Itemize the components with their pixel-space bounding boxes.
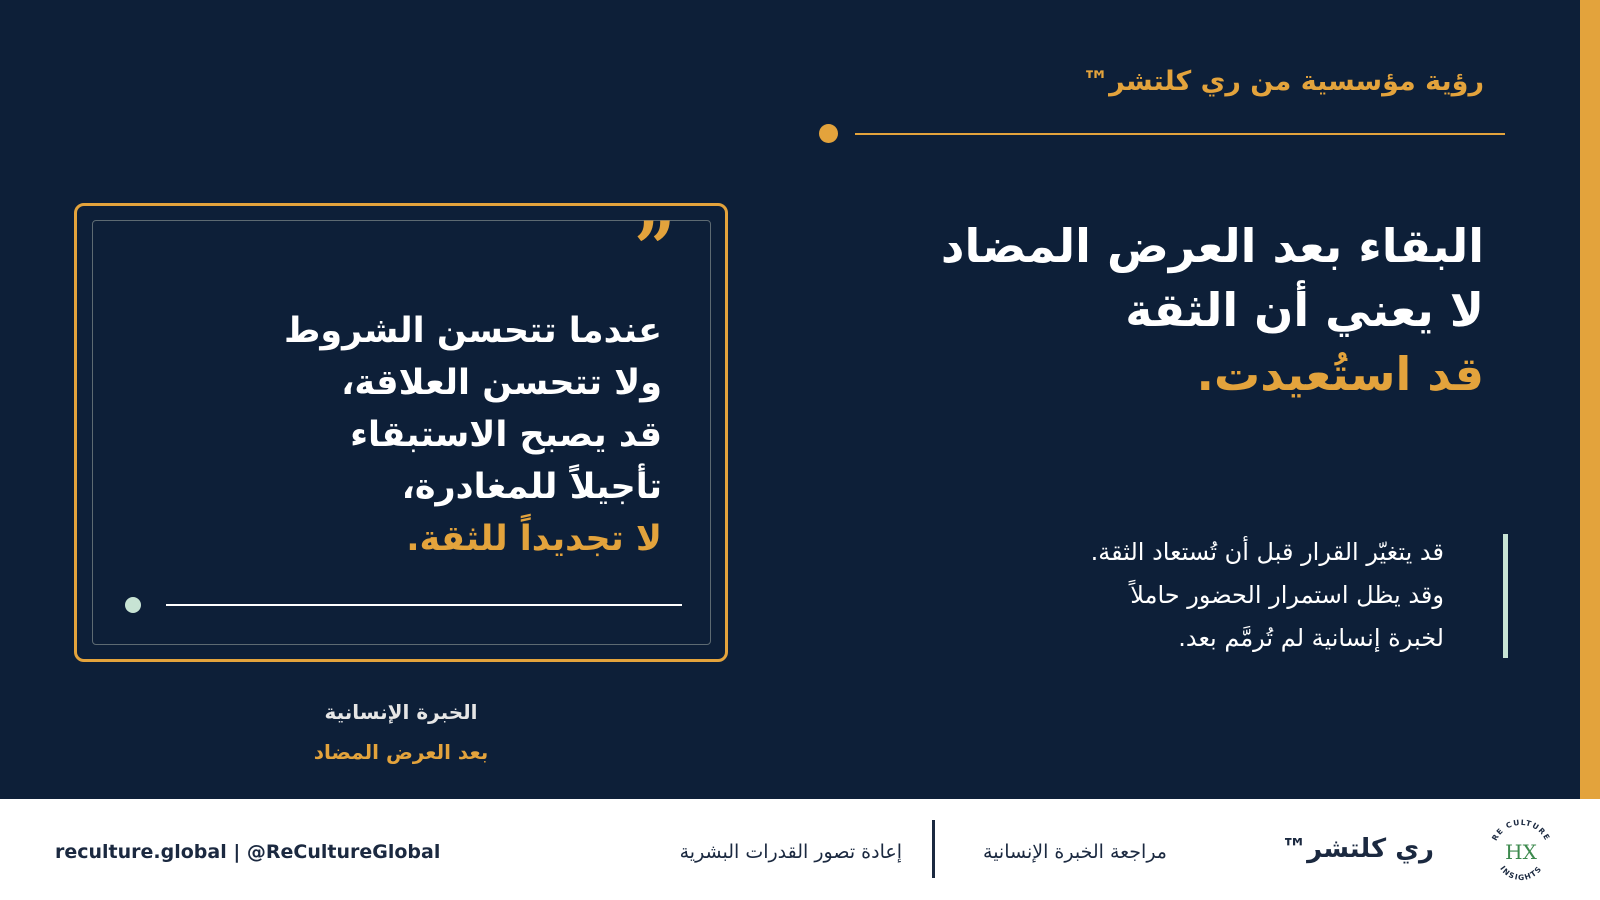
logo-letters: HX [1505,840,1537,864]
svg-text:RE CULTURE [1490,818,1552,842]
quote-line-3: قد يصبح الاستبقاء [350,415,662,455]
quote-divider [166,604,682,606]
eyebrow-divider [855,133,1505,135]
quote-line-4: تأجيلاً للمغادرة، [401,467,662,507]
footer-tagline-review: مراجعة الخبرة الإنسانية [983,841,1167,863]
caption-line-1: الخبرة الإنسانية [324,700,478,724]
body-paragraph [844,531,1444,660]
body-line-1: قد يتغيّر القرار قبل أن تُستعاد الثقة. [1090,538,1444,566]
body-accent-bar [1503,534,1508,658]
quote-line-2: ولا تتحسن العلاقة، [341,363,662,403]
headline [784,214,1484,406]
caption-line-2: بعد العرض المضاد [313,740,489,764]
footer [0,799,1600,900]
headline-line-1: البقاء بعد العرض المضاد [940,219,1484,273]
eyebrow-text: رؤية مؤسسية من ري كلتشر™ [1082,66,1484,97]
reculture-insights-logo-icon [1486,817,1556,887]
footer-separator [932,820,935,878]
quote-dot [125,597,141,613]
body-line-2: وقد يظل استمرار الحضور حاملاً [1130,581,1444,609]
quote-text [122,305,662,565]
svg-text:INSIGHTS [1498,864,1544,882]
logo-ring-top-text: RE CULTURE [1489,817,1553,843]
logo-ring-bottom-text: INSIGHTS [1498,864,1544,883]
footer-website-handle[interactable]: reculture.global | @ReCultureGlobal [55,841,441,863]
quote-mark-icon: ” [634,205,676,290]
eyebrow-dot [819,124,838,143]
quote-caption [251,692,551,772]
body-line-3: لخبرة إنسانية لم تُرمَّم بعد. [1178,624,1444,652]
footer-tagline-capabilities: إعادة تصور القدرات البشرية [679,841,902,863]
right-accent-bar [1580,0,1600,799]
footer-brand-name: ري كلتشر™ [1281,834,1434,864]
headline-line-3: قد استُعيدت. [1196,347,1484,401]
headline-line-2: لا يعني أن الثقة [1125,283,1484,337]
quote-line-1: عندما تتحسن الشروط [284,311,662,351]
quote-line-5: لا تجديداً للثقة. [406,519,662,559]
